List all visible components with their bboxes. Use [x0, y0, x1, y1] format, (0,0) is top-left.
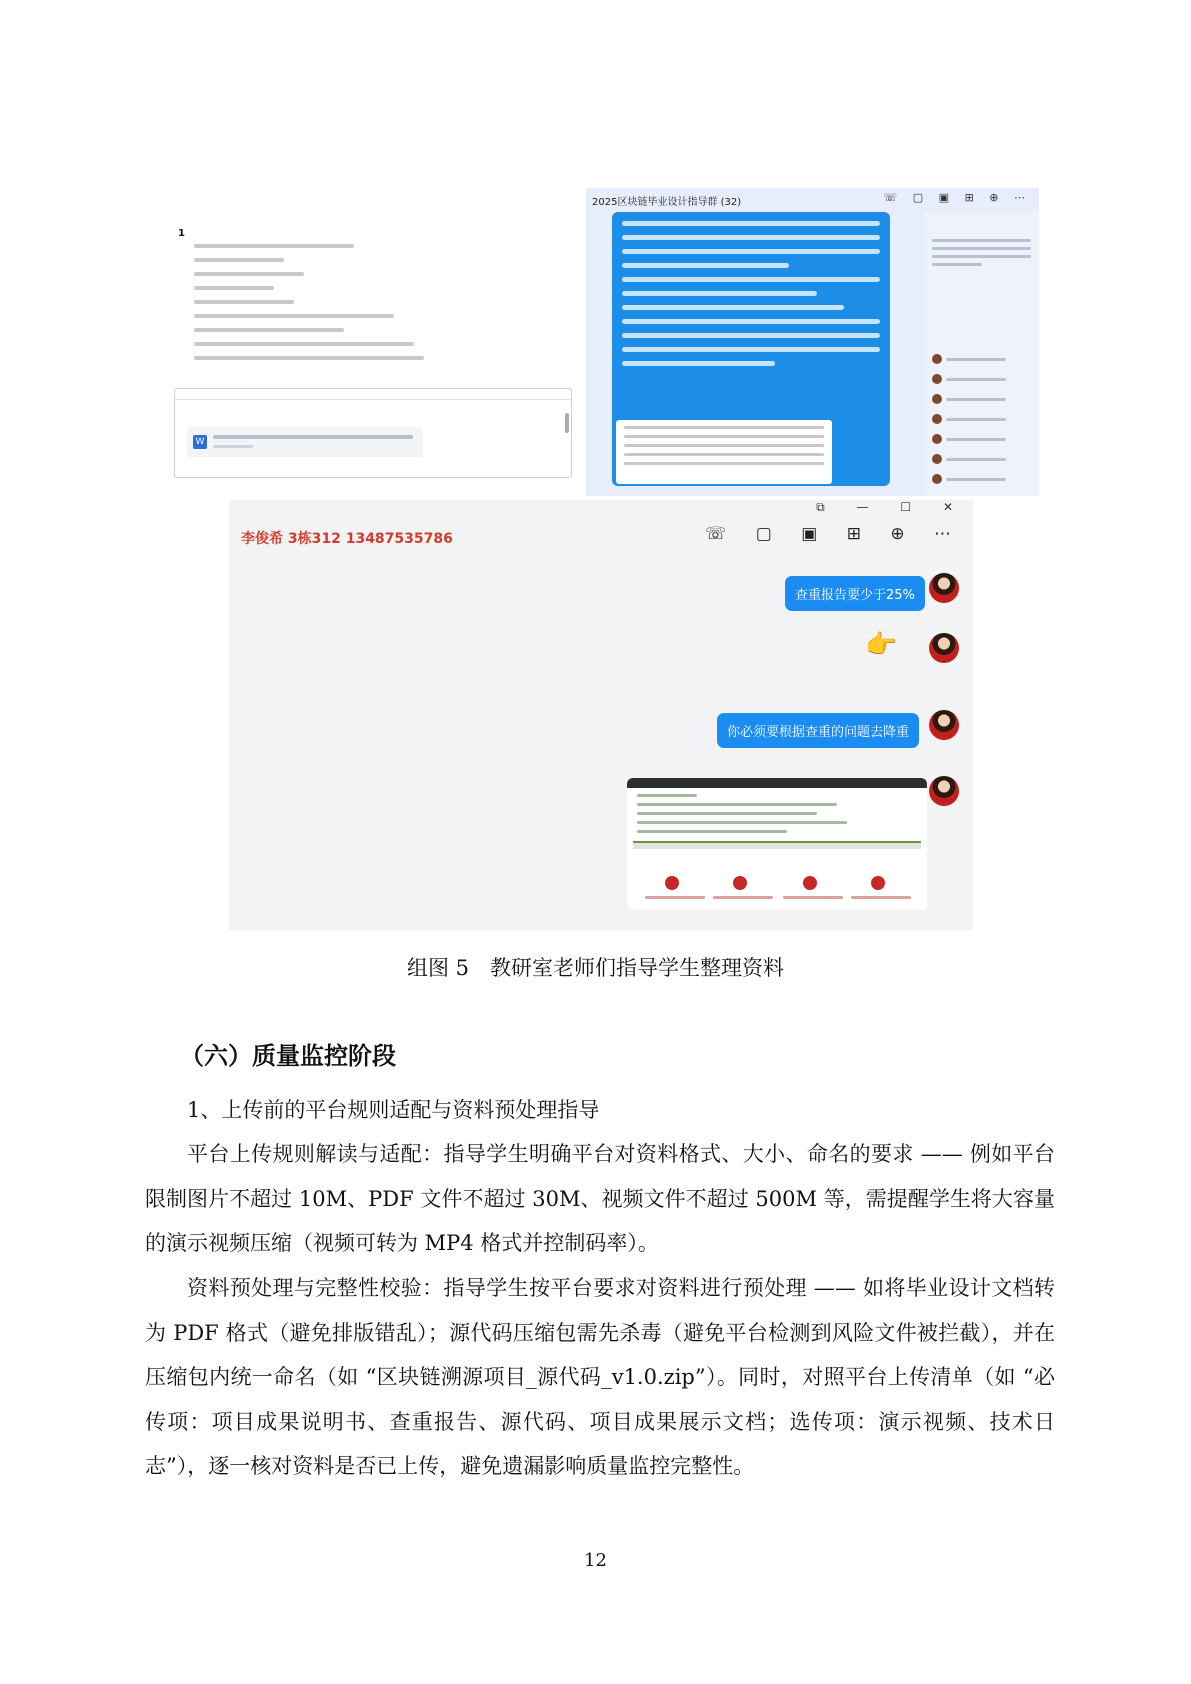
chat-message: 你必须要根据查重的问题去降重 — [717, 713, 919, 748]
message-line — [622, 221, 880, 226]
attachment-file[interactable] — [187, 427, 423, 457]
report-stat-icon — [665, 876, 679, 890]
attachment-filename — [213, 435, 413, 439]
attachment-box — [174, 388, 572, 478]
item-number: 1 — [178, 228, 185, 239]
message-line — [622, 291, 817, 296]
avatar — [929, 776, 959, 806]
member-row[interactable] — [932, 374, 1032, 386]
message-line — [622, 333, 880, 338]
contact-name: 李俊希 3栋312 13487535786 — [241, 531, 453, 547]
message-line — [622, 361, 775, 366]
list-item — [194, 300, 294, 304]
group-sidebar — [924, 212, 1039, 496]
avatar — [932, 454, 942, 464]
avatar — [932, 434, 942, 444]
announcement-line — [932, 247, 1031, 250]
message-line — [622, 249, 880, 254]
paragraph: 1、上传前的平台规则适配与资料预处理指导 — [187, 1098, 600, 1122]
report-stat-label — [645, 896, 705, 899]
image-line — [624, 453, 824, 456]
message-line — [622, 277, 880, 282]
avatar — [932, 374, 942, 384]
message-line — [622, 235, 880, 240]
figure-caption: 组图 5 教研室老师们指导学生整理资料 — [406, 956, 785, 980]
member-row[interactable] — [932, 434, 1032, 446]
avatar — [932, 354, 942, 364]
list-item — [194, 258, 284, 262]
report-stat-label — [783, 896, 843, 899]
avatar — [932, 414, 942, 424]
chat-toolbar-icons[interactable]: ☏ ▢ ▣ ⊞ ⊕ ⋯ — [883, 191, 1031, 204]
announcement-line — [932, 239, 1031, 242]
image-line — [624, 444, 824, 447]
avatar — [932, 394, 942, 404]
window-controls[interactable]: ⧉ — ☐ ✕ — [816, 500, 967, 514]
image-line — [637, 830, 787, 833]
scrollbar[interactable] — [565, 413, 569, 433]
image-line — [624, 435, 824, 438]
file-list — [194, 244, 424, 370]
private-chat-screenshot — [229, 500, 973, 930]
image-line — [624, 426, 824, 429]
list-item — [194, 286, 274, 290]
report-stat-label — [713, 896, 773, 899]
section-title: （六）质量监控阶段 — [180, 1041, 396, 1070]
image-line — [637, 812, 817, 815]
list-item — [194, 342, 414, 346]
avatar — [929, 573, 959, 603]
paragraph: 资料预处理与完整性校验：指导学生按平台要求对资料进行预处理 —— 如将毕业设计文档转为 PDF 格式（避免排版错乱）；源代码压缩包需先杀毒（避免平台检测到风险文件被拦截），并在压缩包内统一命名（如 “区块链溯源项目_源代码_v1.0.zip”）。同时，对照平台上传清单（如 “必传项：项目成果说明书、查重报告、源代码、项目成果展示文档；选传项：演示视频、技术日志”），逐一核对资料是否已上传，避免遗漏影响质量监控完整性。 — [145, 1276, 1055, 1478]
member-row[interactable] — [932, 394, 1032, 406]
list-item — [194, 314, 394, 318]
embedded-image[interactable] — [616, 420, 832, 484]
paragraph: 平台上传规则解读与适配：指导学生明确平台对资料格式、大小、命名的要求 —— 例如平台限制图片不超过 10M、PDF 文件不超过 30M、视频文件不超过 500M 等，需提醒学生将大容量的演示视频压缩（视频可转为 MP4 格式并控制码率）。 — [145, 1142, 1055, 1255]
report-stat-icon — [871, 876, 885, 890]
member-row[interactable] — [932, 414, 1032, 426]
announcement-line — [932, 255, 1031, 258]
message-line — [622, 319, 880, 324]
report-stat-icon — [733, 876, 747, 890]
message-line — [622, 347, 880, 352]
image-divider — [633, 841, 921, 849]
chat-header — [229, 500, 973, 554]
list-item — [194, 244, 354, 248]
avatar — [929, 710, 959, 740]
message-line — [622, 263, 789, 268]
attachment-size — [213, 445, 253, 448]
group-title: 2025区块链毕业设计指导群 (32) — [592, 197, 742, 208]
image-line — [624, 462, 824, 465]
message-line — [622, 305, 844, 310]
attachment-toolbar — [175, 389, 571, 400]
image-line — [637, 794, 697, 797]
avatar — [932, 474, 942, 484]
member-row[interactable] — [932, 454, 1032, 466]
page-number: 12 — [584, 1550, 607, 1571]
image-toolbar — [627, 778, 927, 788]
word-icon: W — [193, 435, 207, 449]
report-stat-icon — [803, 876, 817, 890]
member-row[interactable] — [932, 474, 1032, 486]
doc-list-screenshot — [174, 218, 586, 488]
report-stat-label — [851, 896, 911, 899]
member-row[interactable] — [932, 354, 1032, 366]
list-item — [194, 356, 424, 360]
list-item — [194, 272, 304, 276]
avatar — [929, 633, 959, 663]
image-line — [637, 821, 847, 824]
chat-message: 查重报告要少于25% — [785, 576, 925, 611]
list-item — [194, 328, 344, 332]
group-chat-screenshot — [586, 188, 1039, 496]
pointing-hand-icon: 👉 — [865, 630, 898, 660]
report-image[interactable] — [627, 778, 927, 910]
announcement-line — [932, 263, 982, 266]
image-line — [637, 803, 837, 806]
chat-toolbar-icons[interactable]: ☏ ▢ ▣ ⊞ ⊕ ⋯ — [705, 524, 963, 544]
